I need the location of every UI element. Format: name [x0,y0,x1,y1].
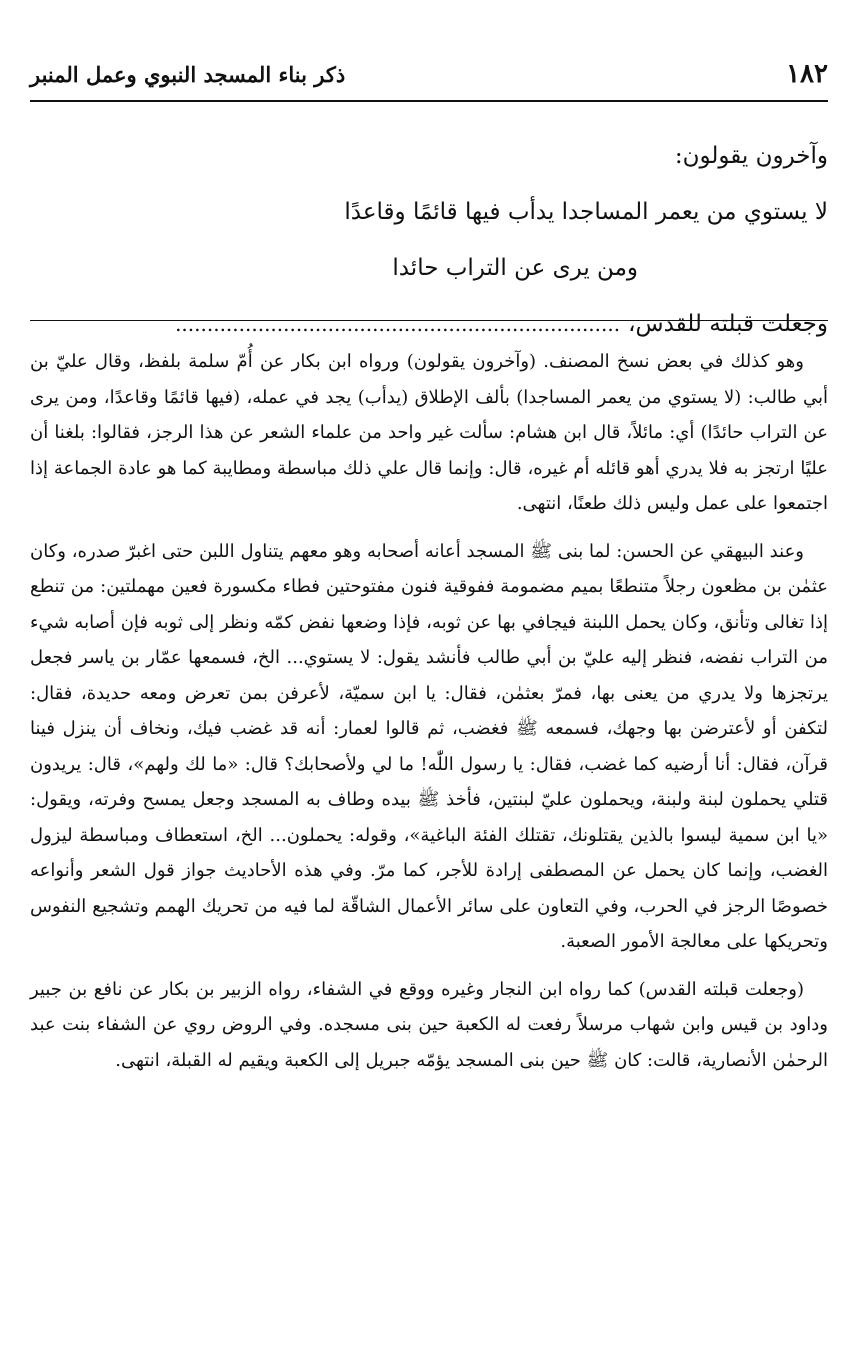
verse-line-1: لا يستوي من يعمر المساجدا يدأب فيها قائمًا وقاعدًا [344,199,828,225]
running-title: ذكر بناء المسجد النبوي وعمل المنبر [30,61,346,87]
main-text [40,128,828,352]
commentary-section [30,344,828,1090]
verse-intro: وآخرون يقولون: [674,143,828,169]
commentary-paragraph: وهو كذلك في بعض نسخ المصنف. (وآخرون يقولون) ورواه ابن بكار عن أُمّ سلمة بلفظ، وقال عليّ بن أبي طالب: (لا يستوي من يعمر المساجدا) بألف الإطلاق (يدأب) يجد في عمله، (فيها قائمًا وقاعدًا، ومن يرى عن التراب حائدًا) أي: مائلاً، قال ابن هشام: سألت غير واحد من علماء الشعر عن هذا الرجز، فقالوا: بلغنا أن عليًا ارتجز به فلا يدري أهو قائله أم غيره، قال: وإنما قال علي ذلك مباسطة ومطايبة كما هو عادة الجماعة إذا اجتمعوا على عمل وليس ذلك طعنًا، انتهى. [30,351,828,514]
closing-text: وجعلت قبلته للقدس، [628,311,828,337]
ellipsis-dots: ...................................................................... [175,312,621,336]
commentary-paragraph: وعند البيهقي عن الحسن: لما بنى ﷺ المسجد أعانه أصحابه وهو معهم يتناول اللبن حتى اغبرّ صدره، وكان عثمٰن بن مظعون رجلاً متنطعًا بميم مضمومة ففوقية فنون مفتوحتين فطاء مكسورة فعين مهملتين: من تنطع إذا تغالى وتأنق، وكان يحمل اللبنة فيجافي بها عن ثوبه، فإذا وضعها نفض كمّه ونظر إلى ثوبه فإن أصابه شيء من التراب نفضه، فنظر إليه عليّ بن أبي طالب فأنشد يقول: لا يستوي... الخ، فسمعها عمّار بن ياسر فجعل يرتجزها ولا يدري من يعنى بها، فمرّ بعثمٰن، فقال: يا ابن سميّة، لأعرفن بمن تعرض ومعه حديدة، فقال: لتكفن أو لأعترضن بها وجهك، فسمعه ﷺ فغضب، ثم قالوا لعمار: أنه قد غضب فيك، ونخاف أن ينزل فينا قرآن، فقال: أنا أرضيه كما غضب، فقال: يا رسول اللّٰه! ما لي ولأصحابك؟ قال: «ما لك ولهم»، قال: يريدون قتلي يحملون لبنة ولبنة، ويحملون عليّ لبنتين، فأخذ ﷺ بيده وطاف به المسجد وجعل يمسح وفرته، ويقول: «يا ابن سمية ليسوا بالذين يقتلونك، تقتلك الفئة الباغية»، وقوله: يحملون... الخ، استعطاف ومباسطة ليزول الغضب، وإنما كان يحمل عن المصطفى إرادة للأجر، كما مرّ. وفي هذه الأحاديث جواز قول الشعر وأنواعه خصوصًا الرجز في الحرب، وفي التعاون على سائر الأعمال الشاقّة لما فيه من تحريك الهمم وتشجيع النفوس وتحريكها على معالجة الأمور الصعبة. [30,540,829,952]
commentary-paragraph: (وجعلت قبلته القدس) كما رواه ابن النجار وغيره ووقع في الشفاء، رواه الزبير بن بكار عن نافع بن جبير وداود بن قيس وابن شهاب مرسلاً رفعت له الكعبة حين بنى مسجده. وفي الروض روي عن الشفاء بنت عبد الرحمٰن الأنصارية، قالت: كان ﷺ حين بنى المسجد يؤمّه جبريل إلى الكعبة ويقيم له القبلة، انتهى. [30,978,828,1071]
verse-line-2: ومن يرى عن التراب حائدا [392,255,638,281]
page-header [30,52,828,96]
text-divider [30,320,828,321]
header-divider [30,100,828,102]
page-number: ١٨٢ [786,59,828,89]
